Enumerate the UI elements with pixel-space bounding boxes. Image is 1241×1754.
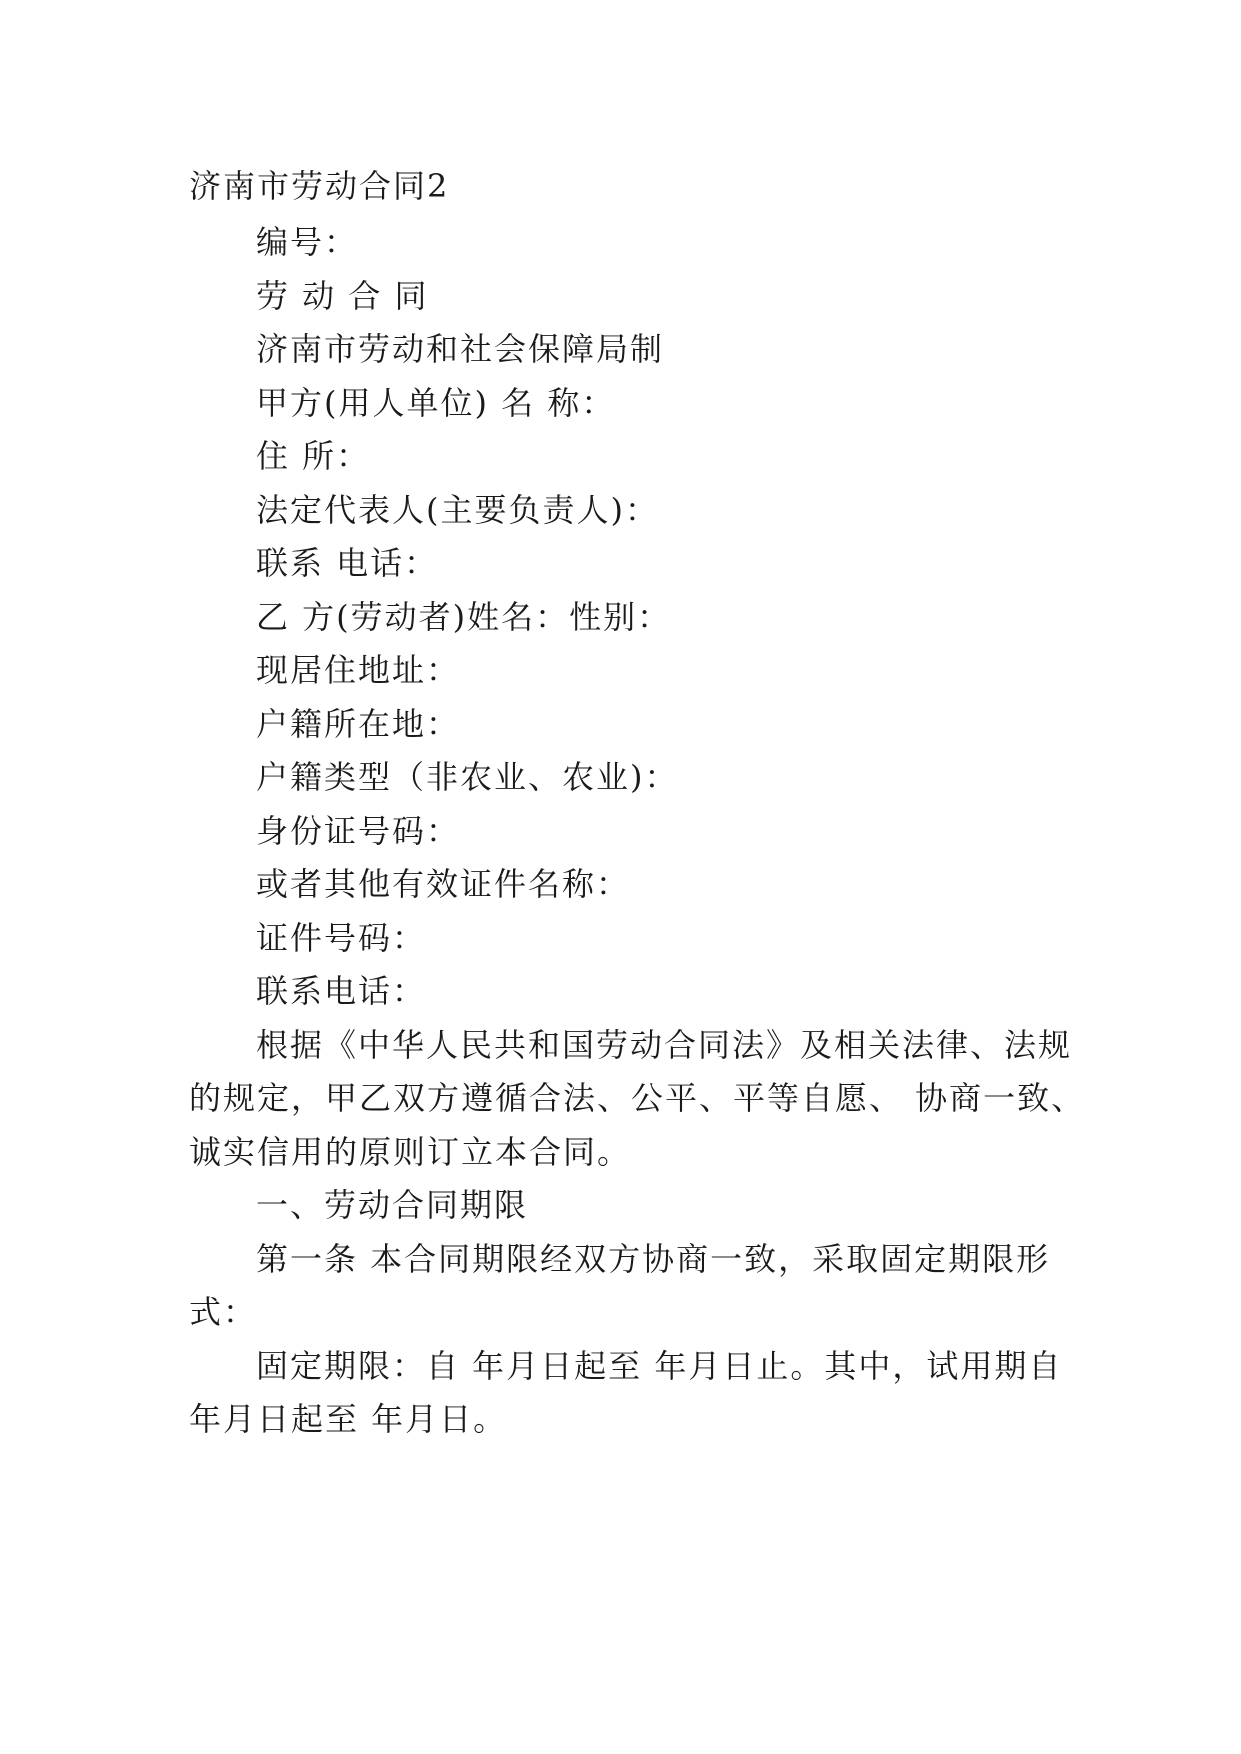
party-a-name-label: 甲方(用人单位) 名 称： bbox=[256, 384, 616, 422]
issuer-line: 济南市劳动和社会保障局制 bbox=[256, 330, 665, 368]
party-b-phone-label: 联系电话： bbox=[256, 972, 427, 1010]
contract-number-label: 编号： bbox=[256, 223, 359, 261]
party-a-representative-label: 法定代表人(主要负责人)： bbox=[256, 491, 659, 529]
fixed-term-line-2: 年月日起至 年月日。 bbox=[189, 1400, 508, 1438]
party-b-hukou-label: 户籍所在地： bbox=[256, 705, 461, 743]
party-b-id-label: 身份证号码： bbox=[256, 812, 461, 850]
party-b-other-id-label: 或者其他有效证件名称： bbox=[256, 865, 631, 903]
preamble-line-3: 诚实信用的原则订立本合同。 bbox=[189, 1133, 632, 1171]
party-b-cert-number-label: 证件号码： bbox=[256, 919, 427, 957]
party-b-address-label: 现居住地址： bbox=[256, 651, 461, 689]
party-a-address-label: 住 所： bbox=[256, 437, 371, 475]
contract-heading: 劳 动 合 同 bbox=[256, 277, 429, 315]
fixed-term-line-1: 固定期限：自 年月日起至 年月日止。其中，试用期自 bbox=[256, 1347, 1063, 1385]
preamble-line-1: 根据《中华人民共和国劳动合同法》及相关法律、法规 bbox=[256, 1026, 1073, 1064]
preamble-line-2: 的规定，甲乙双方遵循合法、公平、平等自愿、 协商一致、 bbox=[189, 1079, 1086, 1117]
section-1-heading: 一、劳动合同期限 bbox=[256, 1186, 529, 1224]
party-a-phone-label: 联系 电话： bbox=[256, 544, 439, 582]
article-1-line-1: 第一条 本合同期限经双方协商一致，采取固定期限形 bbox=[256, 1240, 1051, 1278]
article-1-line-2: 式： bbox=[189, 1293, 258, 1331]
document-title: 济南市劳动合同2 bbox=[189, 167, 450, 205]
party-b-name-label: 乙 方(劳动者)姓名：性别： bbox=[256, 598, 672, 636]
party-b-hukou-type-label: 户籍类型（非农业、农业)： bbox=[256, 758, 679, 796]
